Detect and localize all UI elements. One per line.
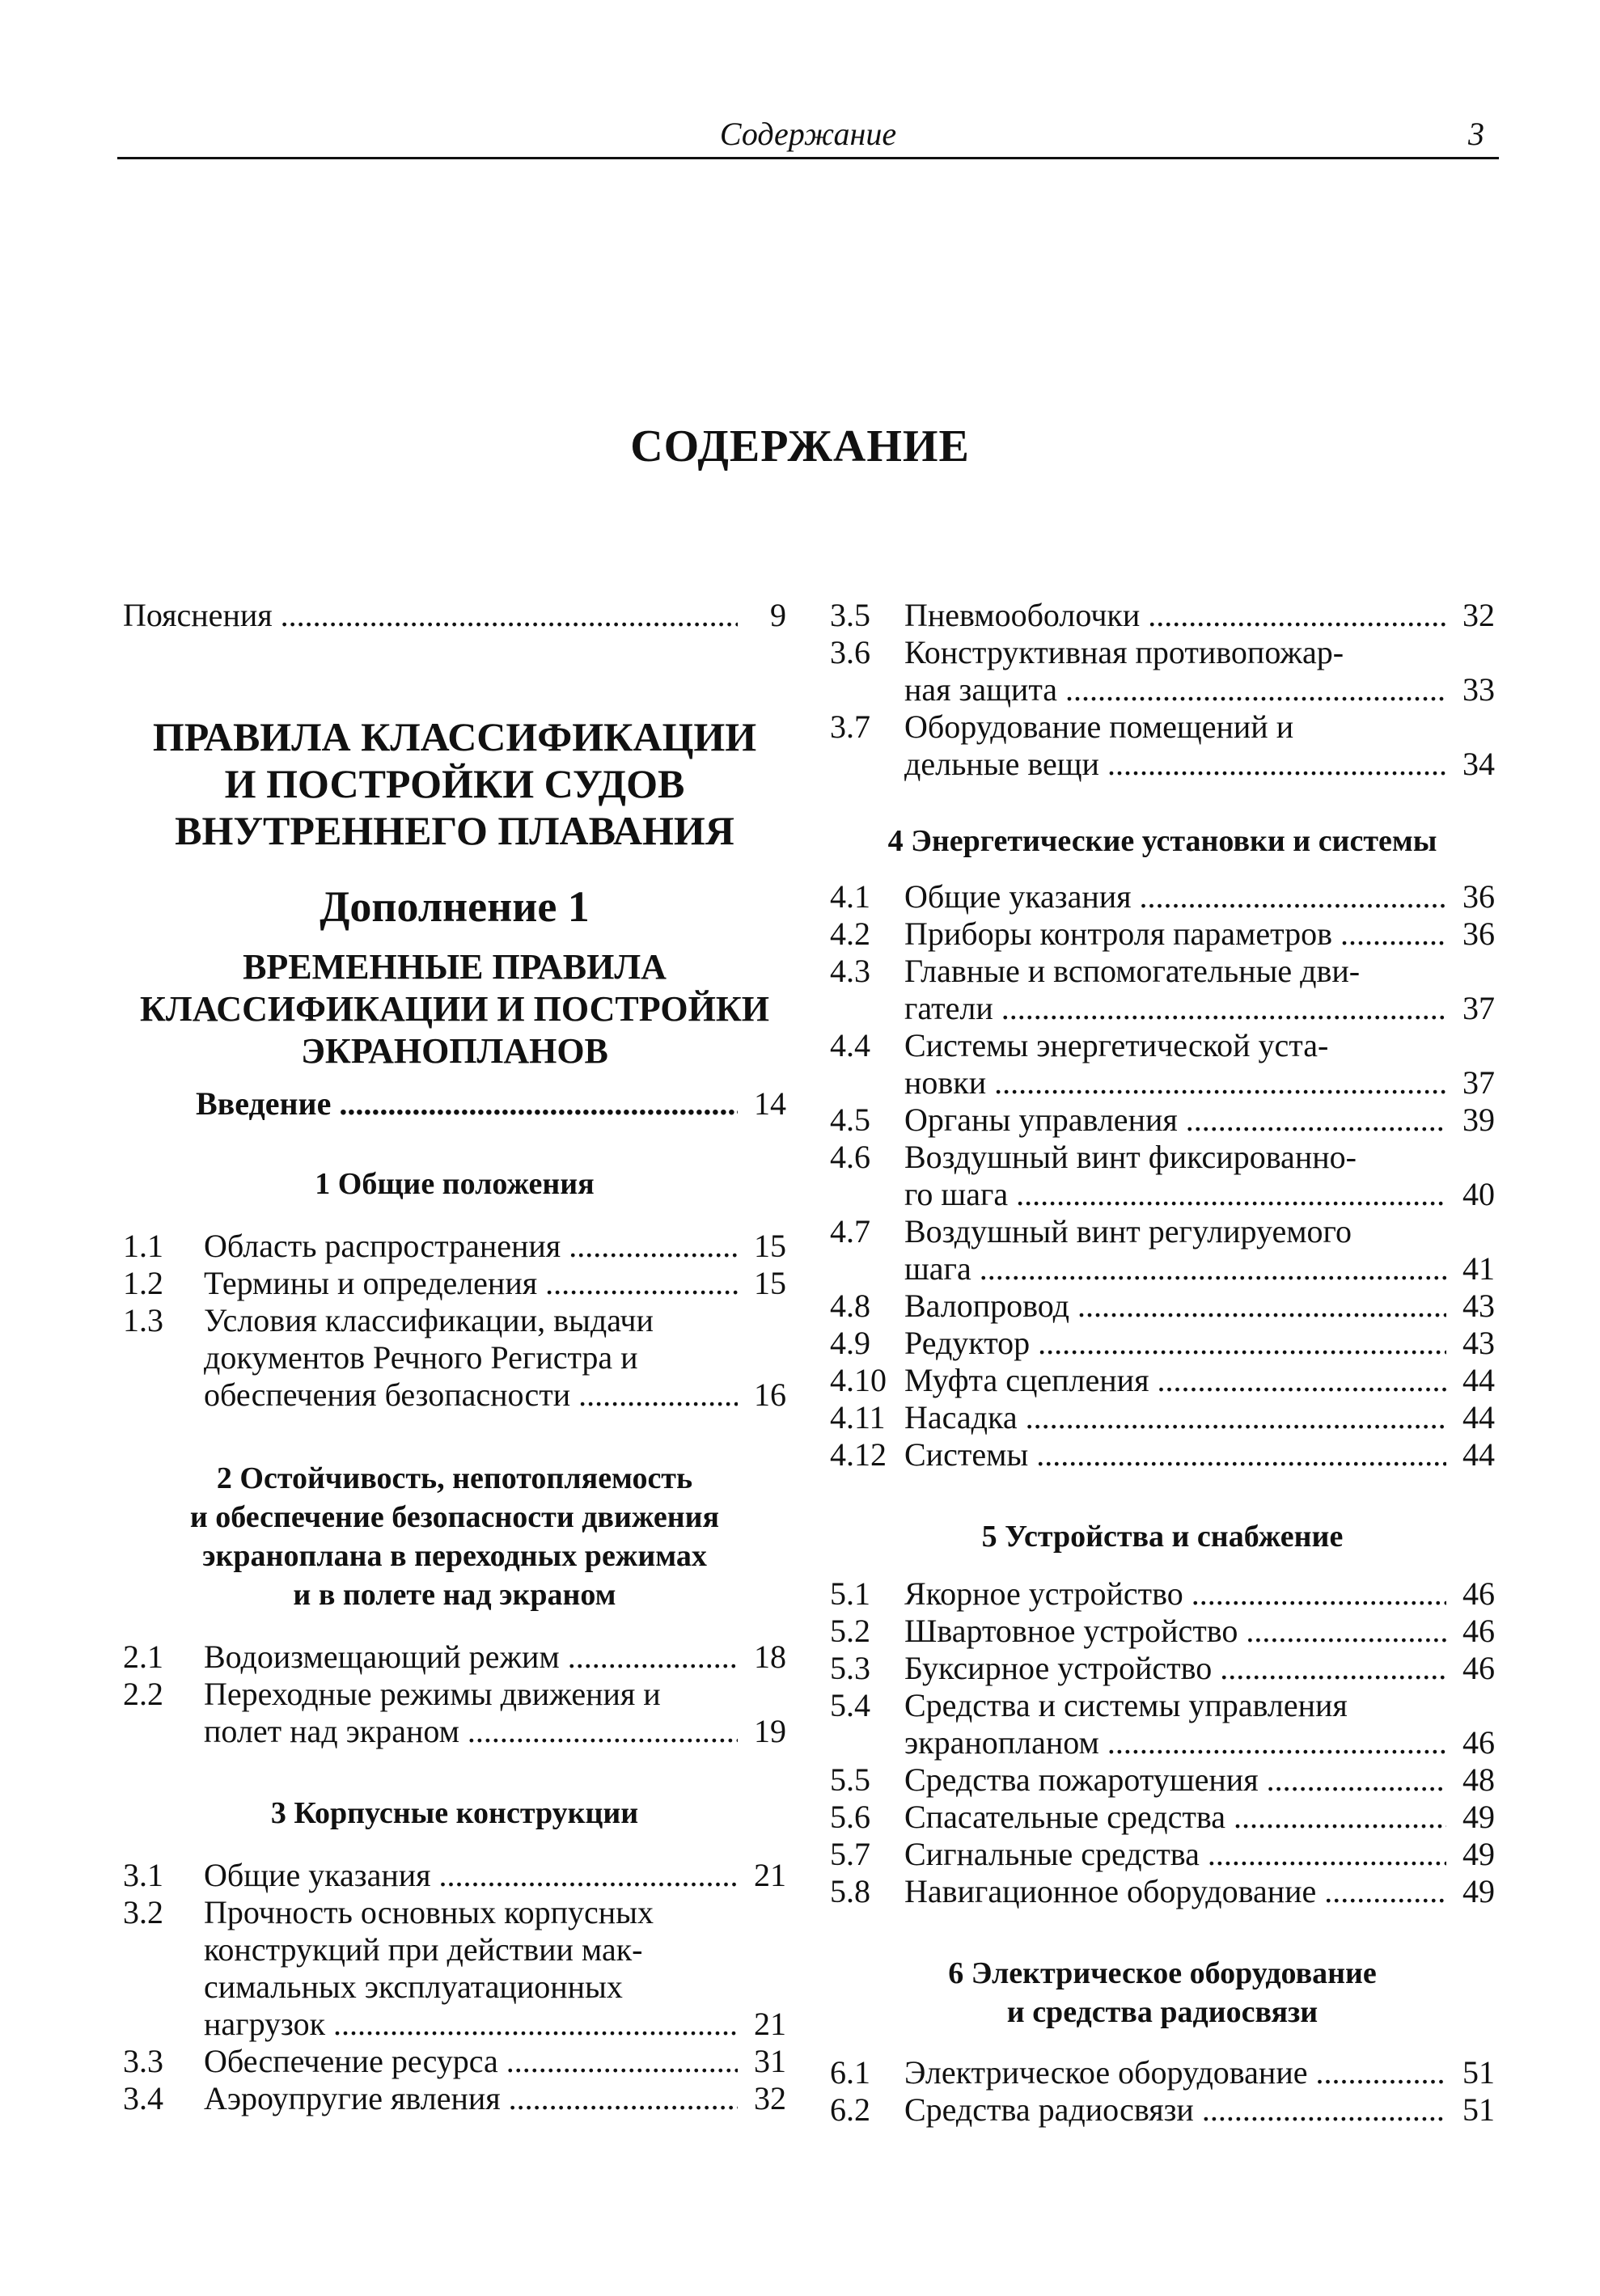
rules-title-line: И ПОСТРОЙКИ СУДОВ bbox=[224, 761, 685, 806]
rules-title-line: ВНУТРЕННЕГО ПЛАВАНИЯ bbox=[175, 808, 734, 853]
toc-entry-label: нагрузок ..... bbox=[204, 2006, 738, 2043]
toc-entry-page: 41 bbox=[1462, 1250, 1495, 1287]
toc-entry-number: 3.3 bbox=[123, 2043, 163, 2079]
toc-right-column bbox=[830, 0, 1495, 2296]
toc-entry-line: симальных эксплуатационных bbox=[204, 1968, 623, 2005]
toc-entry-number: 4.12 bbox=[830, 1436, 887, 1473]
toc-entry-number: 2.1 bbox=[123, 1638, 163, 1675]
toc-entry-label: Общие указания ..... bbox=[204, 1857, 738, 1894]
toc-entry-label: Область распространения ..... bbox=[204, 1228, 738, 1265]
toc-entry-number: 3.5 bbox=[830, 597, 870, 633]
page-number: 3 bbox=[1468, 116, 1484, 152]
toc-entry-number: 2.2 bbox=[123, 1676, 163, 1712]
section-heading-2: и в полете над экраном bbox=[293, 1578, 616, 1612]
section-heading-2: экраноплана в переходных режимах bbox=[202, 1539, 707, 1573]
toc-entry-page: 37 bbox=[1462, 1064, 1495, 1101]
toc-entry-page: 49 bbox=[1462, 1873, 1495, 1909]
toc-entry-page: 44 bbox=[1462, 1399, 1495, 1436]
toc-entry-label: Швартовное устройство ..... bbox=[904, 1613, 1446, 1650]
toc-entry-line: Воздушный винт фиксированно- bbox=[904, 1139, 1357, 1175]
toc-entry-label: шага ..... bbox=[904, 1250, 1446, 1288]
toc-entry-page: 40 bbox=[1462, 1176, 1495, 1212]
toc-entry-number: 5.7 bbox=[830, 1836, 870, 1872]
supplement-title-line: ЭКРАНОПЛАНОВ bbox=[301, 1031, 608, 1071]
toc-entry-page: 14 bbox=[754, 1085, 786, 1122]
toc-entry-label: Электрическое оборудование ..... bbox=[904, 2054, 1446, 2091]
toc-entry-number: 4.9 bbox=[830, 1325, 870, 1361]
toc-entry-label: Средства радиосвязи ..... bbox=[904, 2091, 1446, 2129]
supplement-heading: Дополнение 1 bbox=[320, 882, 590, 931]
toc-entry-line: Оборудование помещений и bbox=[904, 708, 1294, 745]
toc-entry-label: ная защита ..... bbox=[904, 671, 1446, 708]
section-heading-6: и средства радиосвязи bbox=[1006, 1995, 1319, 2029]
toc-entry-label: Обеспечение ресурса ..... bbox=[204, 2043, 738, 2080]
toc-entry-page: 43 bbox=[1462, 1288, 1495, 1324]
toc-entry-page: 19 bbox=[754, 1713, 786, 1749]
toc-entry-page: 21 bbox=[754, 1857, 786, 1893]
toc-entry-page: 39 bbox=[1462, 1101, 1495, 1138]
toc-entry-page: 36 bbox=[1462, 915, 1495, 952]
section-heading-6: 6 Электрическое оборудование bbox=[948, 1956, 1377, 1990]
toc-entry-label: Органы управления ..... bbox=[904, 1101, 1446, 1139]
toc-entry-label: Приборы контроля параметров ..... bbox=[904, 915, 1446, 953]
toc-entry-line: Конструктивная противопожар- bbox=[904, 634, 1344, 670]
toc-entry-label: Системы ..... bbox=[904, 1436, 1446, 1474]
toc-entry-page: 16 bbox=[754, 1376, 786, 1413]
toc-entry-label: Спасательные средства ..... bbox=[904, 1799, 1446, 1836]
toc-entry-number: 1.1 bbox=[123, 1228, 163, 1264]
section-heading-1: 1 Общие положения bbox=[315, 1167, 595, 1201]
toc-entry-page: 49 bbox=[1462, 1836, 1495, 1872]
section-heading-5: 5 Устройства и снабжение bbox=[981, 1520, 1344, 1554]
toc-entry-number: 3.6 bbox=[830, 634, 870, 670]
toc-entry-page: 15 bbox=[754, 1228, 786, 1264]
toc-entry-label: Муфта сцепления ..... bbox=[904, 1362, 1446, 1399]
toc-entry-line: Переходные режимы движения и bbox=[204, 1676, 661, 1712]
toc-entry-page: 9 bbox=[770, 597, 786, 633]
toc-entry-number: 1.3 bbox=[123, 1302, 163, 1338]
toc-entry-line: Прочность основных корпусных bbox=[204, 1894, 654, 1930]
toc-entry-page: 46 bbox=[1462, 1613, 1495, 1649]
toc-entry-number: 5.1 bbox=[830, 1575, 870, 1612]
toc-entry-label: Сигнальные средства ..... bbox=[904, 1836, 1446, 1873]
rules-title-line: ПРАВИЛА КЛАССИФИКАЦИИ bbox=[152, 714, 757, 759]
toc-entry-number: 4.3 bbox=[830, 953, 870, 989]
toc-entry-number: 3.4 bbox=[123, 2080, 163, 2116]
toc-entry-page: 51 bbox=[1462, 2054, 1495, 2091]
toc-entry-number: 4.8 bbox=[830, 1288, 870, 1324]
toc-entry-number: 4.6 bbox=[830, 1139, 870, 1175]
toc-entry-label: дельные вещи ..... bbox=[904, 746, 1446, 783]
toc-entry-label: Общие указания ..... bbox=[904, 878, 1446, 915]
toc-entry-label: гатели ..... bbox=[904, 990, 1446, 1027]
toc-entry-number: 4.7 bbox=[830, 1213, 870, 1249]
toc-entry-line: Средства и системы управления bbox=[904, 1687, 1348, 1723]
toc-entry-label: Средства пожаротушения ..... bbox=[904, 1761, 1446, 1799]
toc-entry-number: 5.8 bbox=[830, 1873, 870, 1909]
toc-entry-page: 49 bbox=[1462, 1799, 1495, 1835]
toc-entry-page: 21 bbox=[754, 2006, 786, 2042]
toc-entry-label: Пояснения ..... bbox=[123, 597, 738, 634]
toc-entry-page: 15 bbox=[754, 1265, 786, 1301]
toc-entry-page: 48 bbox=[1462, 1761, 1495, 1798]
toc-entry-label: Насадка ..... bbox=[904, 1399, 1446, 1436]
running-header-title: Содержание bbox=[719, 116, 897, 152]
supplement-title-line: ВРЕМЕННЫЕ ПРАВИЛА bbox=[243, 947, 667, 987]
toc-entry-number: 5.6 bbox=[830, 1799, 870, 1835]
toc-entry-page: 36 bbox=[1462, 878, 1495, 915]
toc-entry-label: Введение ..... bbox=[196, 1085, 738, 1123]
toc-entry-number: 1.2 bbox=[123, 1265, 163, 1301]
toc-entry-number: 4.10 bbox=[830, 1362, 887, 1398]
toc-entry-label: новки ..... bbox=[904, 1064, 1446, 1101]
toc-entry-page: 32 bbox=[1462, 597, 1495, 633]
toc-entry-label: экранопланом ..... bbox=[904, 1724, 1446, 1761]
toc-entry-label: Буксирное устройство ..... bbox=[904, 1650, 1446, 1687]
section-heading-2: 2 Остойчивость, непотопляемость bbox=[216, 1461, 693, 1495]
toc-entry-page: 44 bbox=[1462, 1362, 1495, 1398]
toc-entry-number: 4.4 bbox=[830, 1027, 870, 1063]
section-heading-4: 4 Энергетические установки и системы bbox=[887, 824, 1437, 858]
toc-entry-page: 31 bbox=[754, 2043, 786, 2079]
toc-entry-number: 4.5 bbox=[830, 1101, 870, 1138]
toc-entry-number: 4.2 bbox=[830, 915, 870, 952]
toc-entry-line: Главные и вспомогательные дви- bbox=[904, 953, 1361, 989]
toc-entry-page: 18 bbox=[754, 1638, 786, 1675]
toc-entry-page: 32 bbox=[754, 2080, 786, 2116]
toc-entry-number: 5.5 bbox=[830, 1761, 870, 1798]
toc-entry-number: 4.1 bbox=[830, 878, 870, 915]
toc-entry-page: 46 bbox=[1462, 1650, 1495, 1686]
page-title: СОДЕРЖАНИЕ bbox=[630, 421, 970, 471]
toc-entry-number: 5.4 bbox=[830, 1687, 870, 1723]
toc-entry-number: 6.1 bbox=[830, 2054, 870, 2091]
toc-entry-label: Термины и определения ..... bbox=[204, 1265, 738, 1302]
toc-entry-line: Воздушный винт регулируемого bbox=[904, 1213, 1352, 1249]
toc-entry-number: 6.2 bbox=[830, 2091, 870, 2128]
toc-entry-label: Водоизмещающий режим ..... bbox=[204, 1638, 738, 1676]
toc-entry-number: 3.7 bbox=[830, 708, 870, 745]
toc-entry-line: документов Речного Регистра и bbox=[204, 1339, 638, 1376]
toc-entry-line: конструкций при действии мак- bbox=[204, 1931, 643, 1968]
toc-entry-label: обеспечения безопасности ..... bbox=[204, 1376, 738, 1414]
toc-entry-page: 34 bbox=[1462, 746, 1495, 782]
toc-entry-label: Валопровод ..... bbox=[904, 1288, 1446, 1325]
toc-entry-label: Аэроупругие явления ..... bbox=[204, 2080, 738, 2117]
toc-entry-page: 33 bbox=[1462, 671, 1495, 708]
toc-entry-label: Пневмооболочки ..... bbox=[904, 597, 1446, 634]
toc-entry-line: Системы энергетической уста- bbox=[904, 1027, 1329, 1063]
supplement-title-line: КЛАССИФИКАЦИИ И ПОСТРОЙКИ bbox=[140, 989, 769, 1029]
toc-left-column bbox=[123, 0, 786, 2296]
toc-entry-number: 5.2 bbox=[830, 1613, 870, 1649]
toc-entry-line: Условия классификации, выдачи bbox=[204, 1302, 654, 1338]
toc-entry-label: Якорное устройство ..... bbox=[904, 1575, 1446, 1613]
toc-entry-label: го шага ..... bbox=[904, 1176, 1446, 1213]
toc-entry-number: 3.1 bbox=[123, 1857, 163, 1893]
toc-entry-page: 43 bbox=[1462, 1325, 1495, 1361]
toc-entry-page: 44 bbox=[1462, 1436, 1495, 1473]
toc-entry-label: Редуктор ..... bbox=[904, 1325, 1446, 1362]
section-heading-2: и обеспечение безопасности движения bbox=[189, 1500, 720, 1534]
toc-entry-label: Навигационное оборудование ..... bbox=[904, 1873, 1446, 1910]
section-heading-3: 3 Корпусные конструкции bbox=[270, 1796, 639, 1830]
toc-entry-number: 4.11 bbox=[830, 1399, 886, 1436]
toc-entry-number: 5.3 bbox=[830, 1650, 870, 1686]
toc-entry-page: 51 bbox=[1462, 2091, 1495, 2128]
toc-entry-page: 46 bbox=[1462, 1724, 1495, 1761]
toc-entry-page: 46 bbox=[1462, 1575, 1495, 1612]
toc-entry-label: полет над экраном ..... bbox=[204, 1713, 738, 1750]
toc-entry-page: 37 bbox=[1462, 990, 1495, 1026]
toc-entry-number: 3.2 bbox=[123, 1894, 163, 1930]
